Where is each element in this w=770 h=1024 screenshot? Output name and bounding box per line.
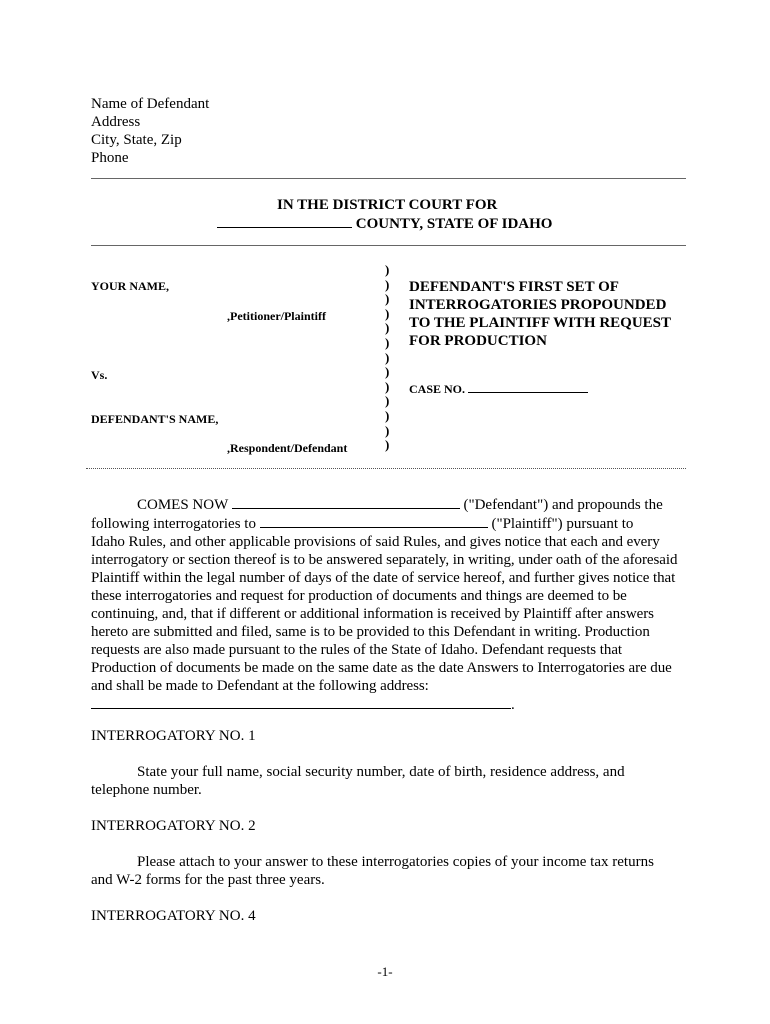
interrogatories-to-text: following interrogatories to <box>91 516 256 532</box>
interrogatory-1-heading: INTERROGATORY NO. 1 <box>91 728 256 744</box>
plaintiff-blank[interactable] <box>260 514 488 528</box>
caption-parentheses: ) ) ) ) ) ) ) ) ) ) ) ) ) <box>385 262 390 453</box>
court-divider <box>91 245 686 246</box>
intro-line-1 <box>91 495 681 514</box>
defendant-phone-label: Phone <box>91 150 129 166</box>
interrogatory-4-heading: INTERROGATORY NO. 4 <box>91 908 256 924</box>
case-number-label: CASE NO. <box>409 382 466 396</box>
respondent-label: ,Respondent/Defendant <box>227 441 348 455</box>
county-blank[interactable] <box>217 214 352 228</box>
court-title: IN THE DISTRICT COURT FOR <box>277 197 498 213</box>
document-title: DEFENDANT'S FIRST SET OF INTERROGATORIES PROPOUNDED TO THE PLAINTIFF WITH REQUEST FOR PRODUCTION <box>409 279 672 349</box>
interrogatory-1-text: State your full name, social security number, date of birth, residence address, and telephone number. <box>91 764 625 798</box>
address-blank[interactable] <box>91 698 511 709</box>
plaintiff-name-label: YOUR NAME, <box>91 279 169 293</box>
intro-defendant-text: ("Defendant") and propounds the <box>463 497 663 513</box>
court-county-line <box>217 214 552 233</box>
petitioner-label: ,Petitioner/Plaintiff <box>227 309 326 323</box>
comes-now-text: COMES NOW <box>137 497 228 513</box>
case-number-blank[interactable] <box>468 381 588 393</box>
defendant-name-label: Name of Defendant <box>91 96 210 112</box>
interrogatory-2-heading: INTERROGATORY NO. 2 <box>91 818 256 834</box>
intro-plaintiff-text: ("Plaintiff") pursuant to <box>491 516 634 532</box>
defendant-city-label: City, State, Zip <box>91 132 182 148</box>
intro-line-2 <box>91 514 681 533</box>
court-county-text: COUNTY, STATE OF IDAHO <box>355 216 553 232</box>
defendant-blank[interactable] <box>232 495 460 509</box>
intro-paragraph <box>91 495 681 714</box>
versus-label: Vs. <box>91 368 108 382</box>
intro-body-text: Idaho Rules, and other applicable provisions of said Rules, and gives notice that each and every interrogatory or section thereof is to be answered separately, in writing, under oath of the aforesaid Plaintiff within the legal number of days of the date of service hereof, and further gives notice that these interrogatories and request for production of documents and things are deemed to be continuing, and, that if different or additional information is received by Plaintiff after answers hereto are submitted and filed, same is to be provided to this Defendant in writing. Production requests are also made pursuant to the rules of the State of Idaho. Defendant requests that Production of documents be made on the same date as the date Answers to Interrogatories are due and shall be made to Defendant at the following address: <box>91 534 678 694</box>
address-line <box>91 696 681 714</box>
address-period: . <box>511 697 515 713</box>
header-divider <box>91 178 686 179</box>
page-number: -1- <box>377 964 393 979</box>
interrogatory-2-text: Please attach to your answer to these interrogatories copies of your income tax returns and W-2 forms for the past three years. <box>91 854 654 888</box>
caption-divider <box>86 468 686 469</box>
defendant-name-caption: DEFENDANT'S NAME, <box>91 412 219 426</box>
defendant-address-label: Address <box>91 114 141 130</box>
case-number-line <box>409 381 588 397</box>
